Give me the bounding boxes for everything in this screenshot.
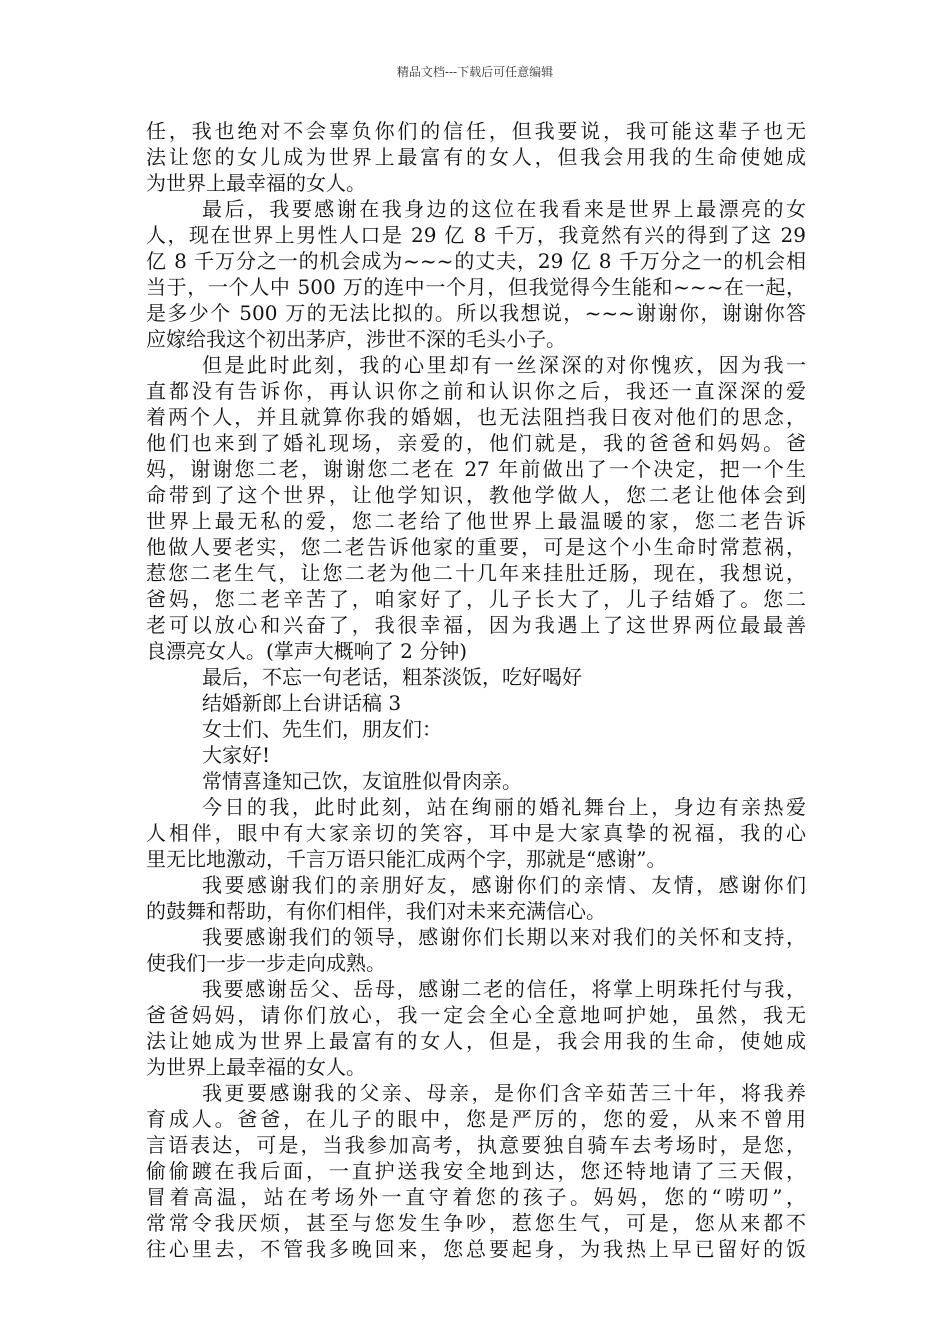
text-line: 直都没有告诉你，再认识你之前和认识你之后，我还一直深深的爱 bbox=[146, 379, 806, 403]
text-line: 往心里去，不管我多晚回来，您总要起身，为我热上早已留好的饭 bbox=[146, 1237, 806, 1261]
text-line: 冒着高温，站在考场外一直守着您的孩子。妈妈，您的“唠叨”， bbox=[146, 1185, 806, 1209]
text-line: 最后，不忘一句老话，粗茶淡饭，吃好喝好 bbox=[202, 665, 582, 689]
text-line: 结婚新郎上台讲话稿 3 bbox=[202, 691, 402, 715]
text-line: 爸妈，您二老辛苦了，咱家好了，儿子长大了，儿子结婚了。您二 bbox=[146, 587, 806, 611]
text-line: 的鼓舞和帮助，有你们相伴，我们对未来充满信心。 bbox=[146, 899, 606, 923]
text-line: 我更要感谢我的父亲、母亲，是你们含辛茹苦三十年，将我养 bbox=[202, 1081, 806, 1105]
text-line: 他做人要老实，您二老告诉他家的重要，可是这个小生命时常惹祸， bbox=[146, 535, 806, 559]
text-line: 人相伴，眼中有大家亲切的笑容，耳中是大家真挚的祝福，我的心 bbox=[146, 821, 806, 845]
text-line: 任，我也绝对不会辜负你们的信任，但我要说，我可能这辈子也无 bbox=[146, 119, 806, 143]
text-line: 但是此时此刻，我的心里却有一丝深深的对你愧疚，因为我一 bbox=[202, 353, 806, 377]
text-line: 常情喜逢知己饮，友谊胜似骨肉亲。 bbox=[202, 769, 522, 793]
page-header: 精品文档---下载后可任意编辑 bbox=[396, 65, 554, 79]
text-line: 当于，一个人中 500 万的连中一个月，但我觉得今生能和~~~在一起， bbox=[146, 275, 806, 299]
text-line: 女士们、先生们，朋友们： bbox=[202, 717, 442, 741]
text-line: 大家好! bbox=[202, 743, 271, 767]
text-line: 法让她成为世界上最富有的女人，但是，我会用我的生命，使她成 bbox=[146, 1029, 806, 1053]
text-line: 偷偷踱在我后面，一直护送我安全地到达，您还特地请了三天假， bbox=[146, 1159, 806, 1183]
text-line: 人，现在世界上男性人口是 29 亿 8 千万，我竟然有兴的得到了这 29 bbox=[146, 223, 806, 247]
text-line: 着两个人，并且就算你我的婚姻，也无法阻挡我日夜对他们的思念， bbox=[146, 405, 806, 429]
text-line: 命带到了这个世界，让他学知识，教他学做人，您二老让他体会到 bbox=[146, 483, 806, 507]
text-line: 我要感谢我们的亲朋好友，感谢你们的亲情、友情，感谢你们 bbox=[202, 873, 806, 897]
text-line: 为世界上最幸福的女人。 bbox=[146, 1055, 366, 1079]
text-line: 他们也来到了婚礼现场，亲爱的，他们就是，我的爸爸和妈妈。爸 bbox=[146, 431, 806, 455]
text-line: 妈，谢谢您二老，谢谢您二老在 27 年前做出了一个决定，把一个生 bbox=[146, 457, 806, 481]
text-line: 老可以放心和兴奋了，我很幸福，因为我遇上了这世界两位最最善 bbox=[146, 613, 806, 637]
text-line: 法让您的女儿成为世界上最富有的女人，但我会用我的生命使她成 bbox=[146, 145, 806, 169]
text-line: 使我们一步一步走向成熟。 bbox=[146, 951, 386, 975]
text-line: 为世界上最幸福的女人。 bbox=[146, 171, 366, 195]
text-line: 我要感谢岳父、岳母，感谢二老的信任，将掌上明珠托付与我， bbox=[202, 977, 806, 1001]
text-line: 是多少个 500 万的无法比拟的。所以我想说，~~~谢谢你，谢谢你答 bbox=[146, 301, 806, 325]
text-line: 应嫁给我这个初出茅庐，涉世不深的毛头小子。 bbox=[146, 327, 566, 351]
text-line: 世界上最无私的爱，您二老给了他世界上最温暖的家，您二老告诉 bbox=[146, 509, 806, 533]
text-line: 里无比地激动，千言万语只能汇成两个字，那就是“感谢”。 bbox=[146, 847, 667, 871]
text-line: 良漂亮女人。(掌声大概响了 2 分钟) bbox=[146, 639, 468, 663]
text-line: 惹您二老生气，让您二老为他二十几年来挂肚迁肠，现在，我想说， bbox=[146, 561, 806, 585]
text-line: 爸爸妈妈，请你们放心，我一定会全心全意地呵护她，虽然，我无 bbox=[146, 1003, 806, 1027]
document-body bbox=[146, 118, 806, 1262]
text-line: 常常令我厌烦，甚至与您发生争吵，惹您生气，可是，您从来都不 bbox=[146, 1211, 806, 1235]
text-line: 育成人。爸爸，在儿子的眼中，您是严厉的，您的爱，从来不曾用 bbox=[146, 1107, 806, 1131]
text-line: 言语表达，可是，当我参加高考，执意要独自骑车去考场时，是您， bbox=[146, 1133, 806, 1157]
text-line: 最后，我要感谢在我身边的这位在我看来是世界上最漂亮的女 bbox=[202, 197, 806, 221]
text-line: 亿 8 千万分之一的机会成为~~~的丈夫，29 亿 8 千万分之一的机会相 bbox=[146, 249, 806, 273]
text-line: 我要感谢我们的领导，感谢你们长期以来对我们的关怀和支持， bbox=[202, 925, 806, 949]
text-line: 今日的我，此时此刻，站在绚丽的婚礼舞台上，身边有亲热爱 bbox=[202, 795, 806, 819]
